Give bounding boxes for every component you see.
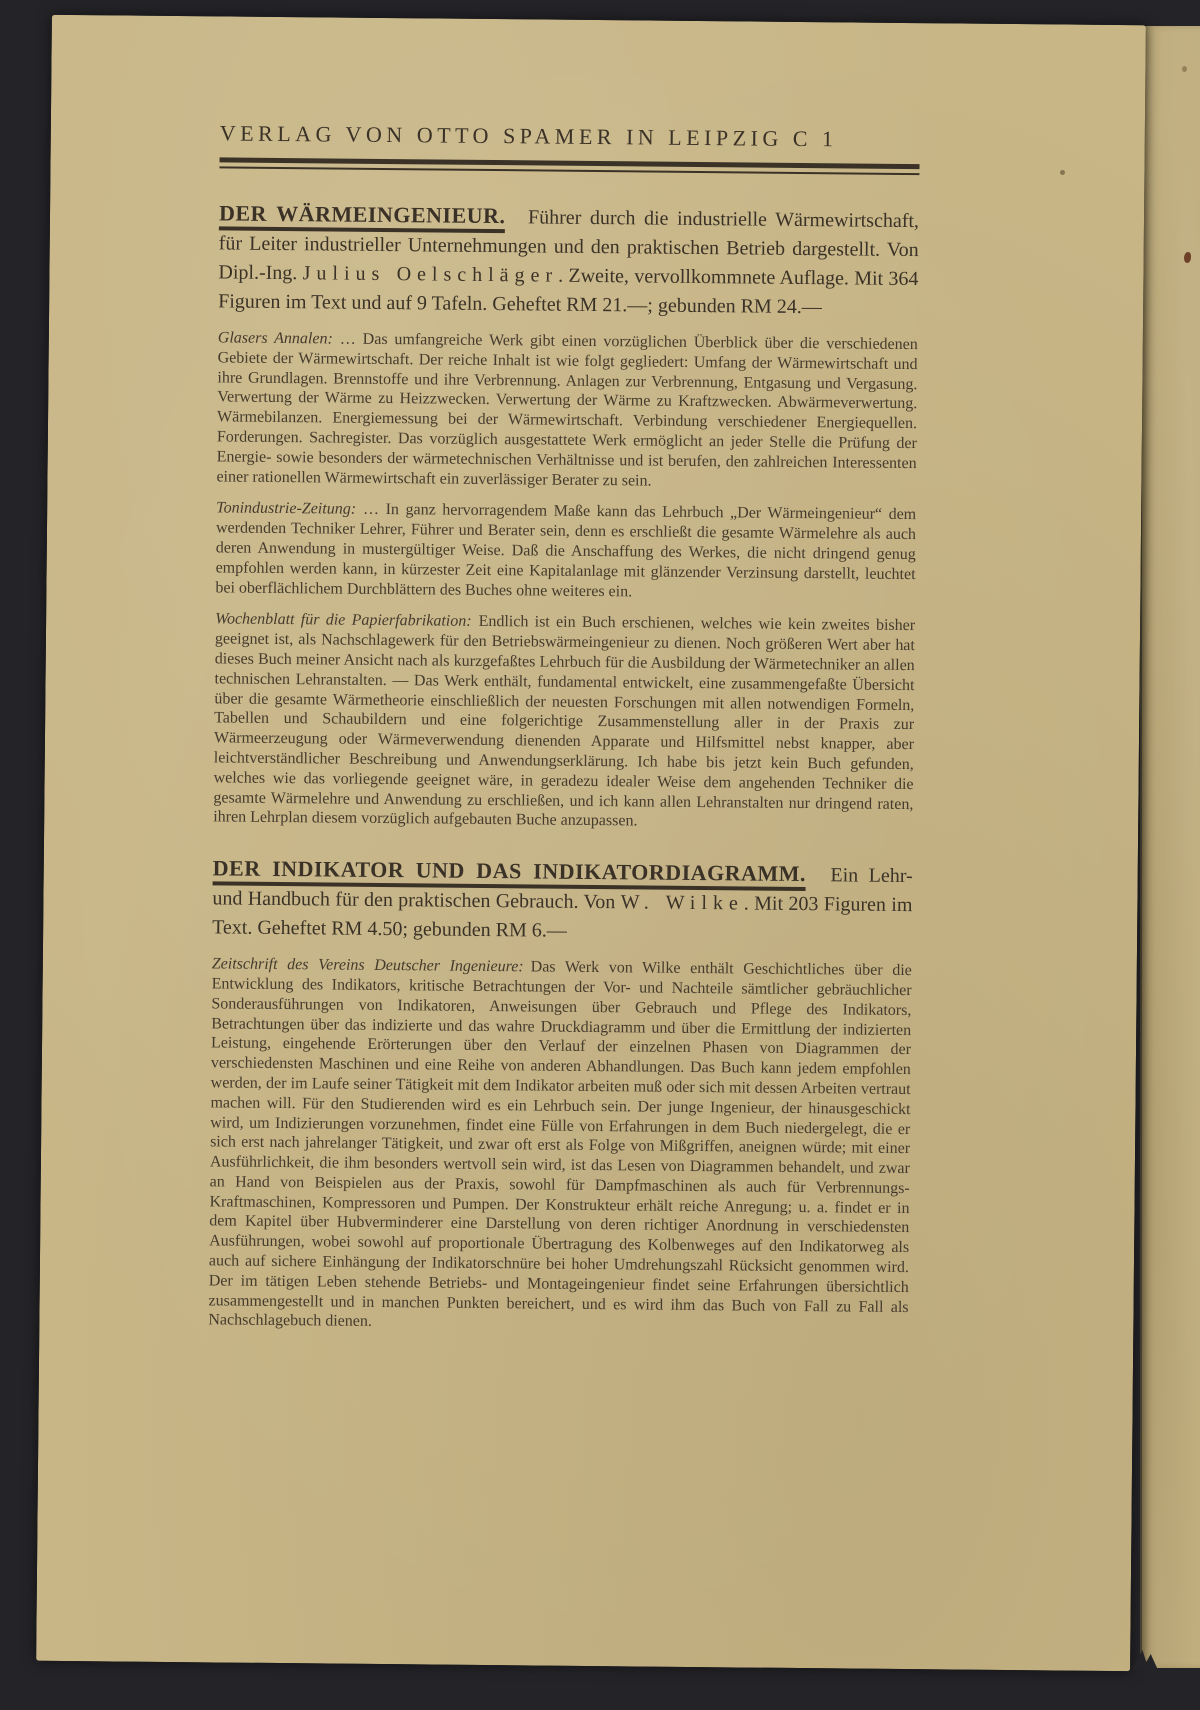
publisher-header: VERLAG VON OTTO SPAMER IN LEIPZIG C 1 <box>219 120 838 152</box>
book-author: Julius Oelschläger <box>302 262 559 287</box>
paper-speck <box>1060 170 1065 175</box>
review-text: … Das umfangreiche Werk gibt einen vorzüglichen Überblick über die verschiedenen Gebiete der Wärmewirtschaft. Der reiche Inhalt ist wie folgt gegliedert: Umfang der Wärmewirtschaft und ihre Grundlagen. Brennstoffe und ihre Verbrennung. Anlagen zur Verbrennung, Entgasung und Vergasung. Verwertung der Wärme zu Heizzwecken. Verwertung der Wärme zu Kraftzwecken. Abwärmeverwertung. Wärmebilanzen. Energiemessung bei der Wärmewirtschaft. Verbindung verschiedener Energiequellen. Forderungen. Sachregister. Das vorzüglich ausgestattete Werk ermöglicht an jeder Stelle die Prüfung der Energie- sowie besonders der wärmetechnischen Verhältnisse und ist berufen, den zahlreichen Interessenten einer rationellen Wärmewirtschaft ein zuverlässiger Berater zu sein. <box>216 330 918 490</box>
adjacent-page-edge <box>1140 26 1200 1668</box>
book-description-tail: . Mit 203 Figuren im Text. Geheftet RM 4.50; gebunden RM 6.— <box>212 892 913 942</box>
review-source: Zeitschrift des Vereins Deutscher Ingenieure: <box>211 955 524 976</box>
review-paragraph <box>215 499 916 605</box>
book-listing <box>212 853 913 949</box>
book-description-tail: . Zweite, vervollkommnete Auflage. Mit 364 Figuren im Text und auf 9 Tafeln. Geheftet RM 21.—; gebunden RM 24.— <box>218 264 919 319</box>
review-text: Endlich ist ein Buch erschienen, welches wie kein zweites bisher geeignet ist, als Nachschlagewerk für den Betriebswärmeingenieur zu dienen. Noch größeren Wert aber hat dieses Buch meiner Ansicht nach als kurzgefaßtes Lehrbuch für die Ausbildung der Wärmetechniker an allen technischen Lehranstalten. — Das Werk enthält, fundamental entwickelt, eine zusammengefaßte Übersicht über die gesamte Wärmetheorie einschließlich der neuesten Forschungen mit allen notwendigen Formeln, Tabellen und Schaubildern und eine folgerichtige Zusammenstellung aller in der Praxis zur Wärmeerzeugung oder Wärmeverwendung dienenden Apparate und Hilfsmittel nebst knapper, aber leichtverständlicher Beschreibung und Anwendungserklärung. Ich habe bis jetzt kein Buch gefunden, welches wie das vorliegende geeignet wäre, in geradezu idealer Weise dem angehenden Techniker die gesamte Wärmelehre und Anwendung zu erschließen, und ich kann allen Lehranstalten nur dringend raten, ihren Lehrplan diesem vorzüglich aufgebauten Buche anzupassen. <box>213 613 916 830</box>
review-paragraph <box>208 954 912 1337</box>
review-source: Wochenblatt für die Papierfabrikation: <box>215 610 472 631</box>
review-text: … In ganz hervorragendem Maße kann das Lehrbuch „Der Wärmeingenieur“ dem werdenden Techniker Lehrer, Führer und Berater sein, denn es erschließt die gesamte Wärmelehre als auch deren Anwendung in mustergültiger Weise. Daß die Anschaffung des Werkes, die nicht dringend genug empfohlen werden kann, in kürzester Zeit eine Kapitalanlage mit glänzender Verzinsung darstellt, leuchtet bei oberflächlichem Durchblättern des Buches ohne weiteres ein. <box>215 501 917 600</box>
paper-speck <box>1182 66 1187 72</box>
review-paragraph <box>213 610 915 834</box>
review-source: Tonindustrie-Zeitung: <box>216 499 357 519</box>
header-double-rule <box>219 157 919 175</box>
book-description: Ein Lehr- und Handbuch für den praktischen Gebrauch. Von <box>212 864 913 914</box>
book-author: W. Wilke <box>620 891 744 915</box>
book-title: DER INDIKATOR UND DAS INDIKATORDIAGRAMM. <box>213 855 807 891</box>
review-source: Glasers Annalen: <box>217 329 333 348</box>
book-description: Führer durch die industrielle Wärmewirtschaft, für Leiter industrieller Unternehmungen und den praktischen Betrieb dargestellt. Von Dipl.-Ing. <box>218 206 920 285</box>
book-title: DER WÄRMEINGENIEUR. <box>219 200 506 233</box>
book-section-waermeingenieur <box>213 198 919 834</box>
book-page <box>36 15 1146 1671</box>
page-content <box>208 16 921 1337</box>
review-text: Das Werk von Wilke enthält Geschichtliches über die Entwicklung des Indikators, kritische Betrachtungen der Vor- und Nachteile sämtlicher gebräuchlicher Sonderausführungen von Indikatoren, Anweisungen über Gebrauch und Pflege des Indikators, Betrachtungen über das indizierte und das wahre Druckdiagramm und über die Ermittlung der indizierten Leistung, eingehende Erörterungen über den Verlauf der einzelnen Phasen von Diagrammen der verschiedensten Maschinen und eine Reihe von anderen Abhandlungen. Das Buch kann jedem empfohlen werden, der im Laufe seiner Tätigkeit mit dem Indikator arbeiten muß oder sich mit dessen Arbeiten vertraut machen will. Für den Studierenden wird es ein Lehrbuch sein. Der junge Ingenieur, der hinausgeschickt wird, um Indizierungen vorzunehmen, findet eine Fülle von Erfahrungen in dem Buch niedergelegt, die er sich erst nach jahrelanger Tätigkeit, und zwar oft erst als Folge von Mißgriffen, aneignen würde; mit einer Ausführlichkeit, die ihm besonders wertvoll sein wird, ist das Lesen von Diagrammen behandelt, und zwar an Hand von Beispielen aus der Praxis, sowohl für Dampfmaschinen als auch für Verbrennungs-Kraftmaschinen, Kompressoren und Pumpen. Der Konstrukteur erhält reiche Anregung; u. a. findet er in dem Kapitel über Hubverminderer eine Darstellung von deren richtiger Anordnung in verschiedensten Ausführungen, wobei sowohl auf proportionale Übertragung des Kolbenweges auf den Indikatorweg als auch auf sichere Einhängung der Indikatorschnüre bei hoher Umdrehungszahl Rücksicht genommen wird. Der im tätigen Leben stehende Betriebs- und Montageingenieur findet seine Erfahrungen übersichtlich zusammengestellt und in manchen Punkten bereichert, und es wird ihm das Buch von Fall zu Fall als Nachschlagebuch dienen. <box>208 958 912 1331</box>
book-listing <box>218 198 919 323</box>
book-section-indikator <box>208 853 913 1337</box>
review-paragraph <box>216 328 917 493</box>
